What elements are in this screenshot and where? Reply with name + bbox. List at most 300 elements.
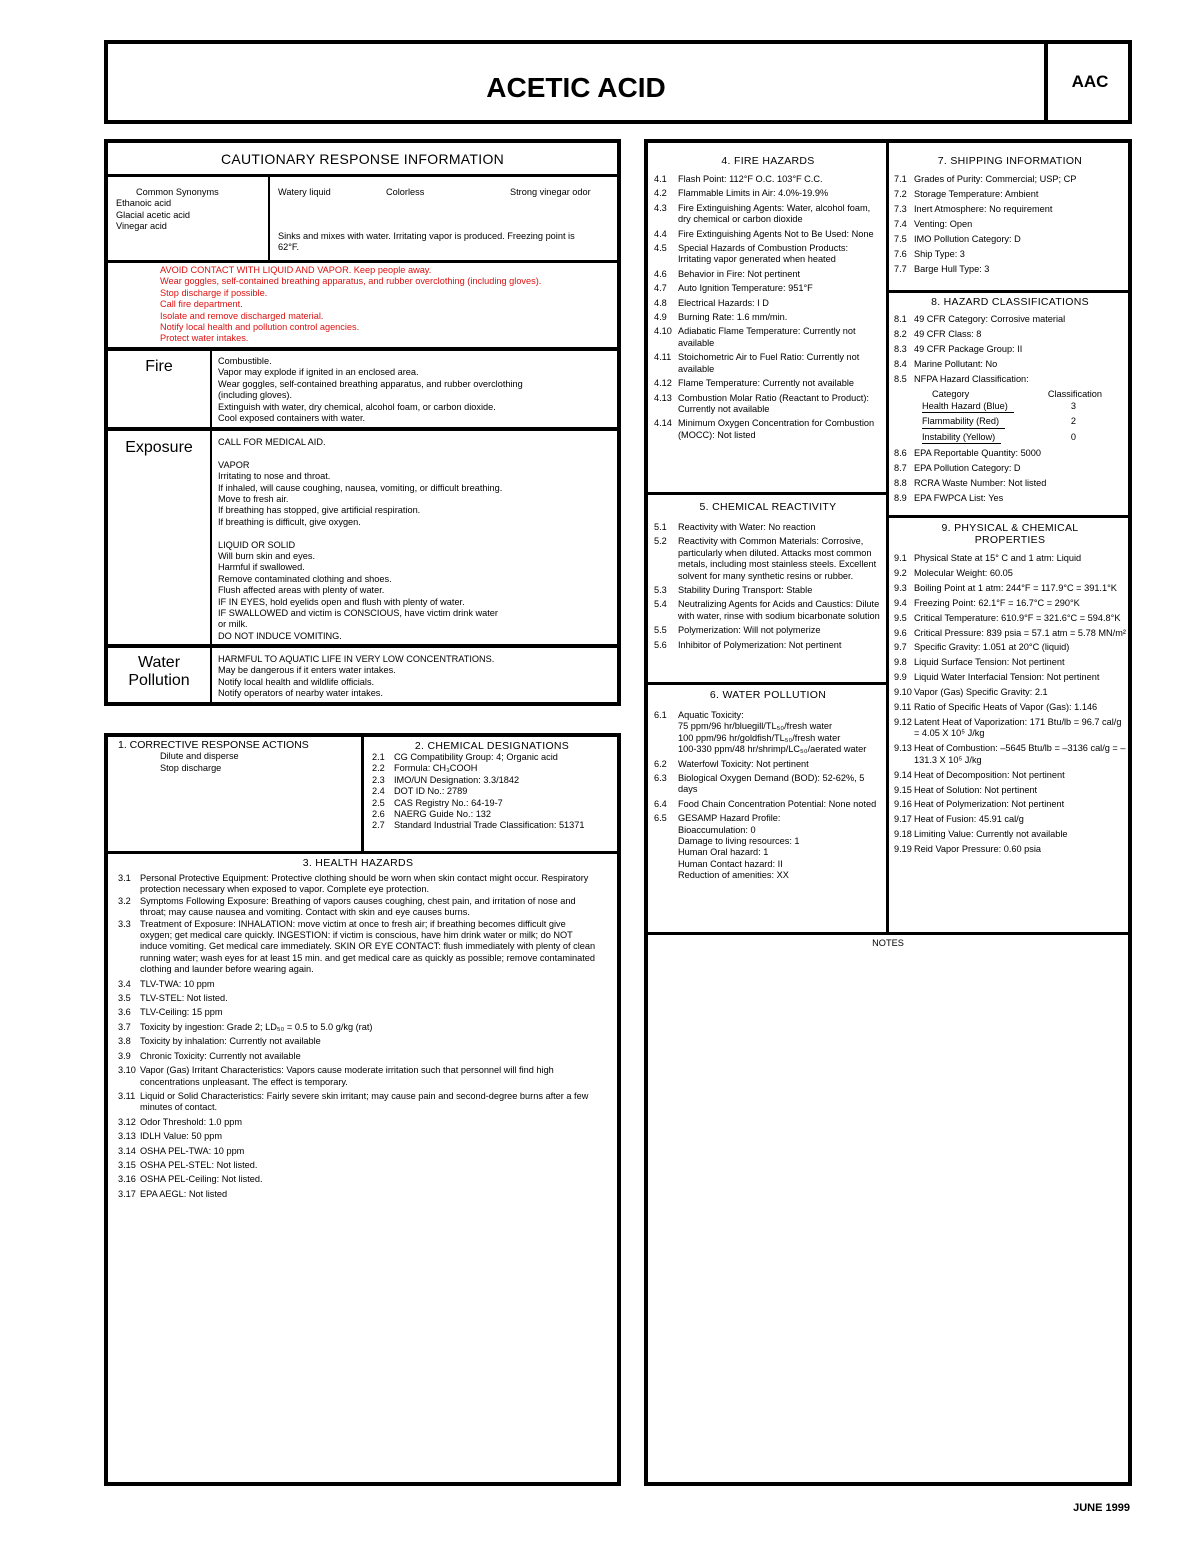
water-pollution-item (654, 744, 882, 755)
item-number: 2.4 (372, 786, 385, 797)
alert-line: Protect water intakes. (160, 333, 249, 344)
health-item (118, 1051, 598, 1062)
alert-line: Isolate and remove discharged material. (160, 310, 324, 321)
item-text: Flammable Limits in Air: 4.0%-19.9% (678, 188, 829, 199)
item-text: IDLH Value: 50 ppm (140, 1131, 223, 1142)
item-text: OSHA PEL-TWA: 10 ppm (140, 1145, 245, 1156)
classification-item (894, 493, 1126, 504)
item-text: 100 ppm/96 hr/goldfish/TL₅₀/fresh water (678, 732, 841, 743)
item-text: Stoichometric Air to Fuel Ratio: Currently not available (678, 352, 860, 374)
water-pollution-item (654, 870, 882, 881)
item-text: Heat of Polymerization: Not pertinent (914, 799, 1065, 810)
item-number: 9.3 (894, 582, 907, 593)
reactivity-item (654, 522, 882, 533)
water-pollution-item (654, 799, 882, 810)
classification-item (894, 448, 1126, 459)
classification-item (894, 478, 1126, 489)
item-number: 9.19 (894, 844, 912, 855)
item-text: Critical Pressure: 839 psia = 57.1 atm = 5.78 MN/m² (914, 627, 1126, 638)
exposure-line: Move to fresh air. (218, 494, 289, 505)
physical-item (894, 844, 1126, 855)
divider (108, 427, 617, 431)
fire-hazard-item (654, 269, 882, 280)
item-text: CAS Registry No.: 64-19-7 (394, 797, 503, 808)
item-number: 4.6 (654, 268, 667, 279)
item-text: Waterfowl Toxicity: Not pertinent (678, 758, 809, 769)
item-number: 4.13 (654, 392, 672, 403)
divider (210, 351, 212, 706)
item-text: Boiling Point at 1 atm: 244°F = 117.9°C = 391.1°K (914, 582, 1117, 593)
classification-item (894, 344, 1126, 355)
item-text: Human Contact hazard: II (678, 858, 783, 869)
divider (886, 143, 889, 932)
exposure-line: If breathing is difficult, give oxygen. (218, 516, 361, 527)
health-item (118, 919, 598, 976)
item-number: 3.6 (118, 1007, 131, 1018)
item-text: Odor Threshold: 1.0 ppm (140, 1116, 242, 1127)
item-number: 4.12 (654, 378, 672, 389)
item-number: 9.12 (894, 716, 912, 727)
physical-item (894, 785, 1126, 796)
water-line: HARMFUL TO AQUATIC LIFE IN VERY LOW CONCENTRATIONS. (218, 654, 495, 664)
health-item (118, 1131, 598, 1142)
physical-heading-2: PROPERTIES (974, 534, 1046, 546)
item-text: EPA Reportable Quantity: 5000 (914, 448, 1042, 459)
item-text: EPA FWPCA List: Yes (914, 493, 1004, 504)
item-text: DOT ID No.: 2789 (394, 786, 468, 797)
item-text: 100-330 ppm/48 hr/shrimp/LC₅₀/aerated water (678, 744, 867, 755)
water-pollution-item (654, 733, 882, 744)
water-pollution-item (654, 859, 882, 870)
item-number: 4.7 (654, 283, 667, 294)
designation-item (372, 763, 612, 774)
health-item (118, 1117, 598, 1128)
shipping-item (894, 249, 1126, 260)
water-pollution-heading: 6. WATER POLLUTION (709, 689, 827, 701)
item-text: Minimum Oxygen Concentration for Combustion (MOCC): Not listed (678, 418, 875, 440)
fire-line: Combustible. (218, 356, 272, 366)
exposure-line: Harmful if swallowed. (218, 562, 305, 573)
item-number: 2.3 (372, 774, 385, 785)
item-text: Grades of Purity: Commercial; USP; CP (914, 174, 1077, 184)
item-text: Treatment of Exposure: INHALATION: move victim at once to fresh air; if breathing becomes difficult give oxygen; get medical care quickly. INGESTION: if victim is conscious, have him drink water or milk; do NOT induce vomiting. Get medical care immediately. SKIN OR EYE CONTACT: flush immediately with plenty of clean running water; wash eyes for at least 15 min. and get medical care as quickly as possible; remove contaminated clothing and launder before wearing again. (140, 918, 596, 975)
health-item (118, 1022, 598, 1033)
chemical-code: AAC (1071, 72, 1109, 91)
fire-hazard-item (654, 326, 882, 349)
fire-block (218, 356, 613, 424)
water-pollution-item (654, 773, 882, 796)
shipping-item (894, 174, 1126, 185)
physical-item (894, 583, 1126, 594)
item-text: Ratio of Specific Heats of Vapor (Gas): 1.146 (914, 702, 1098, 713)
shipping-heading: 7. SHIPPING INFORMATION (937, 155, 1083, 167)
water-pollution-item (654, 825, 882, 836)
shipping-item (894, 234, 1126, 245)
water-label-1: Water (137, 654, 181, 671)
item-text: Biological Oxygen Demand (BOD): 52-62%, 5 days (678, 773, 865, 795)
physical-item (894, 829, 1126, 840)
alert-line: Stop discharge if possible. (160, 287, 268, 298)
item-number: 8.6 (894, 448, 907, 459)
footer-date: JUNE 1999 (1073, 1502, 1130, 1514)
item-number: 5.4 (654, 599, 667, 610)
item-number: 4.5 (654, 243, 667, 254)
health-item (118, 873, 598, 896)
item-number: 9.17 (894, 814, 912, 825)
shipping-item (894, 219, 1126, 230)
exposure-line: VAPOR (218, 459, 250, 470)
designation-item (372, 820, 612, 831)
item-text: OSHA PEL-STEL: Not listed. (140, 1159, 258, 1170)
health-item (118, 1065, 598, 1088)
item-text: Heat of Decomposition: Not pertinent (914, 769, 1065, 780)
item-text: Liquid or Solid Characteristics: Fairly severe skin irritant; may cause pain and second-degree burns after a few minutes of contact. (140, 1090, 589, 1113)
item-text: Storage Temperature: Ambient (914, 189, 1039, 199)
item-text: Damage to living resources: 1 (678, 836, 800, 847)
item-text: Reid Vapor Pressure: 0.60 psia (914, 844, 1041, 855)
item-number: 5.5 (654, 625, 667, 636)
divider (108, 347, 617, 351)
divider (268, 177, 270, 260)
exposure-line: Flush affected areas with plenty of water. (218, 585, 385, 596)
item-text: Special Hazards of Combustion Products: Irritating vapor generated when heated (678, 243, 849, 265)
shipping-item (894, 204, 1126, 215)
item-text: Neutralizing Agents for Acids and Caustics: Dilute with water, rinse with sodium bicarbonate solution (678, 599, 880, 621)
item-text: Combustion Molar Ratio (Reactant to Product): Currently not available (678, 392, 869, 414)
item-number: 9.15 (894, 784, 912, 795)
item-number: 9.18 (894, 829, 912, 840)
item-text: NFPA Hazard Classification: (914, 374, 1029, 384)
nfpa-row-value: 2 (1070, 416, 1076, 427)
page-title: ACETIC ACID (486, 72, 666, 103)
divider (648, 682, 886, 685)
item-text: RCRA Waste Number: Not listed (914, 478, 1047, 489)
item-number: 8.2 (894, 329, 907, 339)
synonyms-block (116, 187, 266, 233)
reactivity-section (654, 501, 882, 654)
item-number: 6.2 (654, 758, 667, 769)
item-text: Inert Atmosphere: No requirement (914, 204, 1053, 214)
fire-hazard-item (654, 298, 882, 309)
exposure-line: CALL FOR MEDICAL AID. (218, 437, 326, 447)
item-text: Flash Point: 112°F O.C. 103°F C.C. (678, 174, 823, 184)
item-number: 4.2 (654, 188, 667, 199)
item-number: 7.3 (894, 204, 907, 214)
item-text: EPA Pollution Category: D (914, 463, 1021, 474)
item-number: 3.1 (118, 873, 131, 883)
item-text: Fire Extinguishing Agents Not to Be Used: None (678, 228, 874, 239)
item-text: Barge Hull Type: 3 (914, 264, 990, 274)
item-text: Vapor (Gas) Specific Gravity: 2.1 (914, 687, 1048, 698)
item-text: Symptoms Following Exposure: Breathing of vapors causes coughing, chest pain, and irritation of nose and throat; may cause nausea and vomiting. Contact with skin and eye causes burns. (140, 895, 576, 918)
item-text: NAERG Guide No.: 132 (394, 809, 492, 820)
item-number: 3.12 (118, 1116, 136, 1127)
item-text: Liquid Water Interfacial Tension: Not pertinent (914, 672, 1100, 683)
item-text: Chronic Toxicity: Currently not available (140, 1050, 301, 1061)
item-number: 2.1 (372, 752, 385, 762)
reactivity-item (654, 625, 882, 636)
physical-item (894, 553, 1126, 564)
divider (361, 737, 364, 851)
item-number: 8.8 (894, 478, 907, 489)
fire-hazard-item (654, 174, 882, 185)
water-pollution-item (654, 721, 882, 732)
divider (648, 932, 1128, 935)
physical-item (894, 628, 1126, 639)
fire-hazard-item (654, 203, 882, 226)
item-text: Personal Protective Equipment: Protective clothing should be worn when skin contact might occur. Respiratory protection necessary when exposed to vapor. Complete eye protection. (140, 873, 589, 895)
item-text: Reactivity with Water: No reaction (678, 522, 816, 532)
item-number: 4.10 (654, 326, 672, 337)
item-text: Electrical Hazards: I D (678, 297, 769, 308)
physical-item (894, 702, 1126, 713)
health-item (118, 1189, 598, 1200)
notes-heading: NOTES (872, 938, 904, 948)
item-number: 3.14 (118, 1145, 136, 1156)
fire-line: (including gloves). (218, 390, 293, 401)
item-text: 75 ppm/96 hr/bluegill/TL₅₀/fresh water (678, 721, 833, 732)
item-number: 5.2 (654, 536, 667, 547)
physical-item (894, 687, 1126, 698)
item-text: Food Chain Concentration Potential: None noted (678, 798, 877, 809)
item-number: 3.3 (118, 918, 131, 929)
synonym: Vinegar acid (116, 221, 167, 232)
health-item (118, 979, 598, 990)
alert-line: Call fire department. (160, 299, 243, 310)
fire-line: Wear goggles, self-contained breathing apparatus, and rubber overclothing (218, 378, 523, 389)
item-text: Reduction of amenities: XX (678, 870, 789, 881)
item-number: 9.16 (894, 799, 912, 810)
fire-line: Extinguish with water, dry chemical, alcohol foam, or carbon dioxide. (218, 401, 496, 412)
water-line: Notify operators of nearby water intakes. (218, 688, 383, 699)
item-text: Reactivity with Common Materials: Corrosive, particularly when diluted. Attacks most common metals, including most stainless steels. Excellent solvent for many synthetic resins or rubber. (678, 536, 877, 581)
divider (108, 174, 617, 177)
item-number: 3.7 (118, 1021, 131, 1032)
item-text: OSHA PEL-Ceiling: Not listed. (140, 1174, 263, 1185)
item-text: 49 CFR Package Group: II (914, 344, 1023, 354)
fire-hazard-item (654, 352, 882, 375)
item-text: Human Oral hazard: 1 (678, 847, 769, 858)
shipping-item (894, 189, 1126, 200)
classifications-section (894, 296, 1126, 508)
item-text: IMO/UN Designation: 3.3/1842 (394, 774, 520, 785)
item-text: Limiting Value: Currently not available (914, 829, 1068, 840)
physical-item (894, 657, 1126, 668)
item-number: 9.4 (894, 597, 907, 608)
synonym: Glacial acetic acid (116, 209, 191, 220)
item-text: Heat of Fusion: 45.91 cal/g (914, 814, 1024, 825)
item-number: 9.6 (894, 627, 907, 638)
water-pollution-section (654, 689, 882, 882)
item-text: Critical Temperature: 610.9°F = 321.6°C = 594.8°K (914, 612, 1121, 623)
behavior-text: Sinks and mixes with water. Irritating vapor is produced. Freezing point is 62°F. (278, 231, 575, 253)
fire-hazards-section (654, 155, 882, 444)
exposure-line: If inhaled, will cause coughing, nausea, vomiting, or difficult breathing. (218, 482, 503, 493)
health-item (118, 1036, 598, 1047)
shipping-item (894, 264, 1126, 275)
health-item (118, 1007, 598, 1018)
exposure-line: If breathing has stopped, give artificial respiration. (218, 505, 421, 516)
shipping-section (894, 155, 1126, 279)
item-text: Freezing Point: 62.1°F = 16.7°C = 290°K (914, 597, 1080, 608)
divider (648, 492, 886, 495)
item-text: Latent Heat of Vaporization: 171 Btu/lb = 96.7 cal/g = 4.05 X 10⁵ J/kg (914, 716, 1122, 739)
water-pollution-item (654, 813, 882, 824)
alert-line: Notify local health and pollution control agencies. (160, 322, 360, 333)
item-text: TLV-STEL: Not listed. (140, 993, 228, 1004)
nfpa-row-value: 0 (1070, 431, 1076, 442)
item-number: 8.3 (894, 344, 907, 354)
exposure-block (218, 437, 613, 642)
item-text: Heat of Combustion: –5645 Btu/lb = –3136 cal/g = –131.3 X 10⁵ J/kg (914, 743, 1126, 765)
water-line: May be dangerous if it enters water intakes. (218, 665, 396, 676)
health-item (118, 993, 598, 1004)
item-number: 4.9 (654, 312, 667, 323)
item-text: Formula: CH₃COOH (394, 763, 478, 774)
water-block (218, 654, 613, 700)
item-text: TLV-Ceiling: 15 ppm (140, 1007, 223, 1018)
item-number: 3.11 (118, 1090, 136, 1101)
item-text: Fire Extinguishing Agents: Water, alcohol foam, dry chemical or carbon dioxide (678, 202, 871, 225)
item-text: Polymerization: Will not polymerize (678, 625, 821, 636)
physical-item (894, 717, 1126, 740)
item-text: EPA AEGL: Not listed (140, 1188, 228, 1199)
divider (889, 290, 1128, 293)
designations-section (372, 740, 612, 832)
item-text: Behavior in Fire: Not pertinent (678, 268, 801, 279)
health-heading: 3. HEALTH HAZARDS (302, 857, 414, 869)
nfpa-row-label: Flammability (Red) (922, 416, 1005, 428)
item-number: 9.7 (894, 642, 907, 653)
item-text: Vapor (Gas) Irritant Characteristics: Vapors cause moderate irritation such that personnel will find high concentrations unpleasant. The effect is temporary. (140, 1065, 554, 1087)
item-text: Ship Type: 3 (914, 249, 965, 259)
item-number: 7.1 (894, 174, 907, 184)
water-pollution-label (108, 654, 210, 690)
item-number: 2.6 (372, 809, 385, 820)
item-number: 2.5 (372, 797, 385, 808)
item-number: 5.1 (654, 522, 667, 532)
cautionary-heading: CAUTIONARY RESPONSE INFORMATION (220, 151, 505, 167)
classification-item (894, 359, 1126, 370)
fire-line: Cool exposed containers with water. (218, 413, 366, 424)
item-number: 3.5 (118, 993, 131, 1004)
physical-item (894, 770, 1126, 781)
fire-hazard-item (654, 188, 882, 199)
corrective-heading: 1. CORRECTIVE RESPONSE ACTIONS (118, 739, 309, 751)
fire-hazard-item (654, 418, 882, 441)
item-number: 4.4 (654, 228, 667, 239)
item-number: 4.14 (654, 418, 672, 429)
item-number: 3.16 (118, 1174, 136, 1185)
item-number: 9.8 (894, 657, 907, 668)
item-number: 6.3 (654, 773, 667, 784)
item-number: 6.1 (654, 710, 667, 720)
synonyms-heading: Common Synonyms (136, 187, 219, 197)
item-number: 9.11 (894, 702, 912, 713)
item-text: Aquatic Toxicity: (678, 710, 744, 720)
water-line: Notify local health and wildlife officials. (218, 676, 375, 687)
item-number: 2.7 (372, 820, 385, 831)
fire-hazard-item (654, 229, 882, 240)
fire-hazard-item (654, 393, 882, 416)
item-number: 7.4 (894, 219, 907, 229)
reactivity-item (654, 585, 882, 596)
item-number: 9.9 (894, 672, 907, 683)
fire-hazard-item (654, 312, 882, 323)
classification-item (894, 463, 1126, 474)
item-text: Burning Rate: 1.6 mm/min. (678, 312, 788, 323)
exposure-line: IF IN EYES, hold eyelids open and flush with plenty of water. (218, 596, 465, 607)
item-text: GESAMP Hazard Profile: (678, 813, 781, 824)
exposure-line: Remove contaminated clothing and shoes. (218, 573, 392, 584)
physical-section (894, 522, 1126, 859)
designation-item (372, 775, 612, 786)
alert-line: Wear goggles, self-contained breathing apparatus, and rubber overclothing (including gloves). (160, 276, 542, 287)
item-number: 4.8 (654, 297, 667, 308)
fire-hazard-item (654, 243, 882, 266)
item-text: CG Compatibility Group: 4; Organic acid (394, 752, 558, 762)
exposure-line: Irritating to nose and throat. (218, 471, 331, 482)
nfpa-row-label: Health Hazard (Blue) (922, 401, 1014, 413)
item-number: 9.5 (894, 612, 907, 623)
divider (108, 644, 617, 648)
item-number: 8.7 (894, 463, 907, 474)
item-number: 3.13 (118, 1131, 136, 1142)
item-text: Heat of Solution: Not pertinent (914, 784, 1038, 795)
exposure-line: IF SWALLOWED and victim is CONSCIOUS, have victim drink water (218, 608, 498, 619)
fire-line: Vapor may explode if ignited in an enclosed area. (218, 367, 419, 378)
item-number: 8.4 (894, 359, 907, 369)
item-number: 4.1 (654, 174, 667, 184)
reactivity-item (654, 599, 882, 622)
item-text: 49 CFR Category: Corrosive material (914, 314, 1066, 324)
physical-item (894, 743, 1126, 766)
nfpa-table (922, 389, 1102, 444)
water-pollution-item (654, 759, 882, 770)
health-item (118, 1174, 598, 1185)
classifications-heading: 8. HAZARD CLASSIFICATIONS (931, 296, 1089, 308)
synonym: Ethanoic acid (116, 198, 172, 209)
item-number: 9.13 (894, 743, 912, 754)
exposure-line (218, 448, 613, 459)
corrective-line: Dilute and disperse (160, 751, 239, 762)
designation-item (372, 752, 612, 763)
item-text: IMO Pollution Category: D (914, 234, 1021, 244)
designation-item (372, 809, 612, 820)
physical-item (894, 799, 1126, 810)
item-number: 8.1 (894, 314, 907, 324)
item-text: Venting: Open (914, 219, 973, 229)
item-number: 9.10 (894, 687, 912, 698)
nfpa-category-head: Category (932, 389, 970, 400)
item-number: 2.2 (372, 763, 385, 774)
item-text: Inhibitor of Polymerization: Not pertinent (678, 639, 842, 650)
item-text: Bioaccumulation: 0 (678, 824, 756, 835)
divider (108, 851, 617, 854)
physical-item (894, 613, 1126, 624)
item-number: 3.17 (118, 1188, 136, 1199)
divider (108, 260, 617, 263)
item-text: Adiabatic Flame Temperature: Currently not available (678, 326, 856, 348)
designations-heading: 2. CHEMICAL DESIGNATIONS (414, 740, 570, 752)
item-number: 7.5 (894, 234, 907, 244)
item-number: 9.14 (894, 769, 912, 780)
exposure-line: Will burn skin and eyes. (218, 551, 316, 562)
physical-item (894, 642, 1126, 653)
item-text: Toxicity by ingestion: Grade 2; LD₅₀ = 0.5 to 5.0 g/kg (rat) (140, 1021, 373, 1032)
item-number: 7.7 (894, 264, 907, 274)
item-number: 8.5 (894, 374, 907, 384)
